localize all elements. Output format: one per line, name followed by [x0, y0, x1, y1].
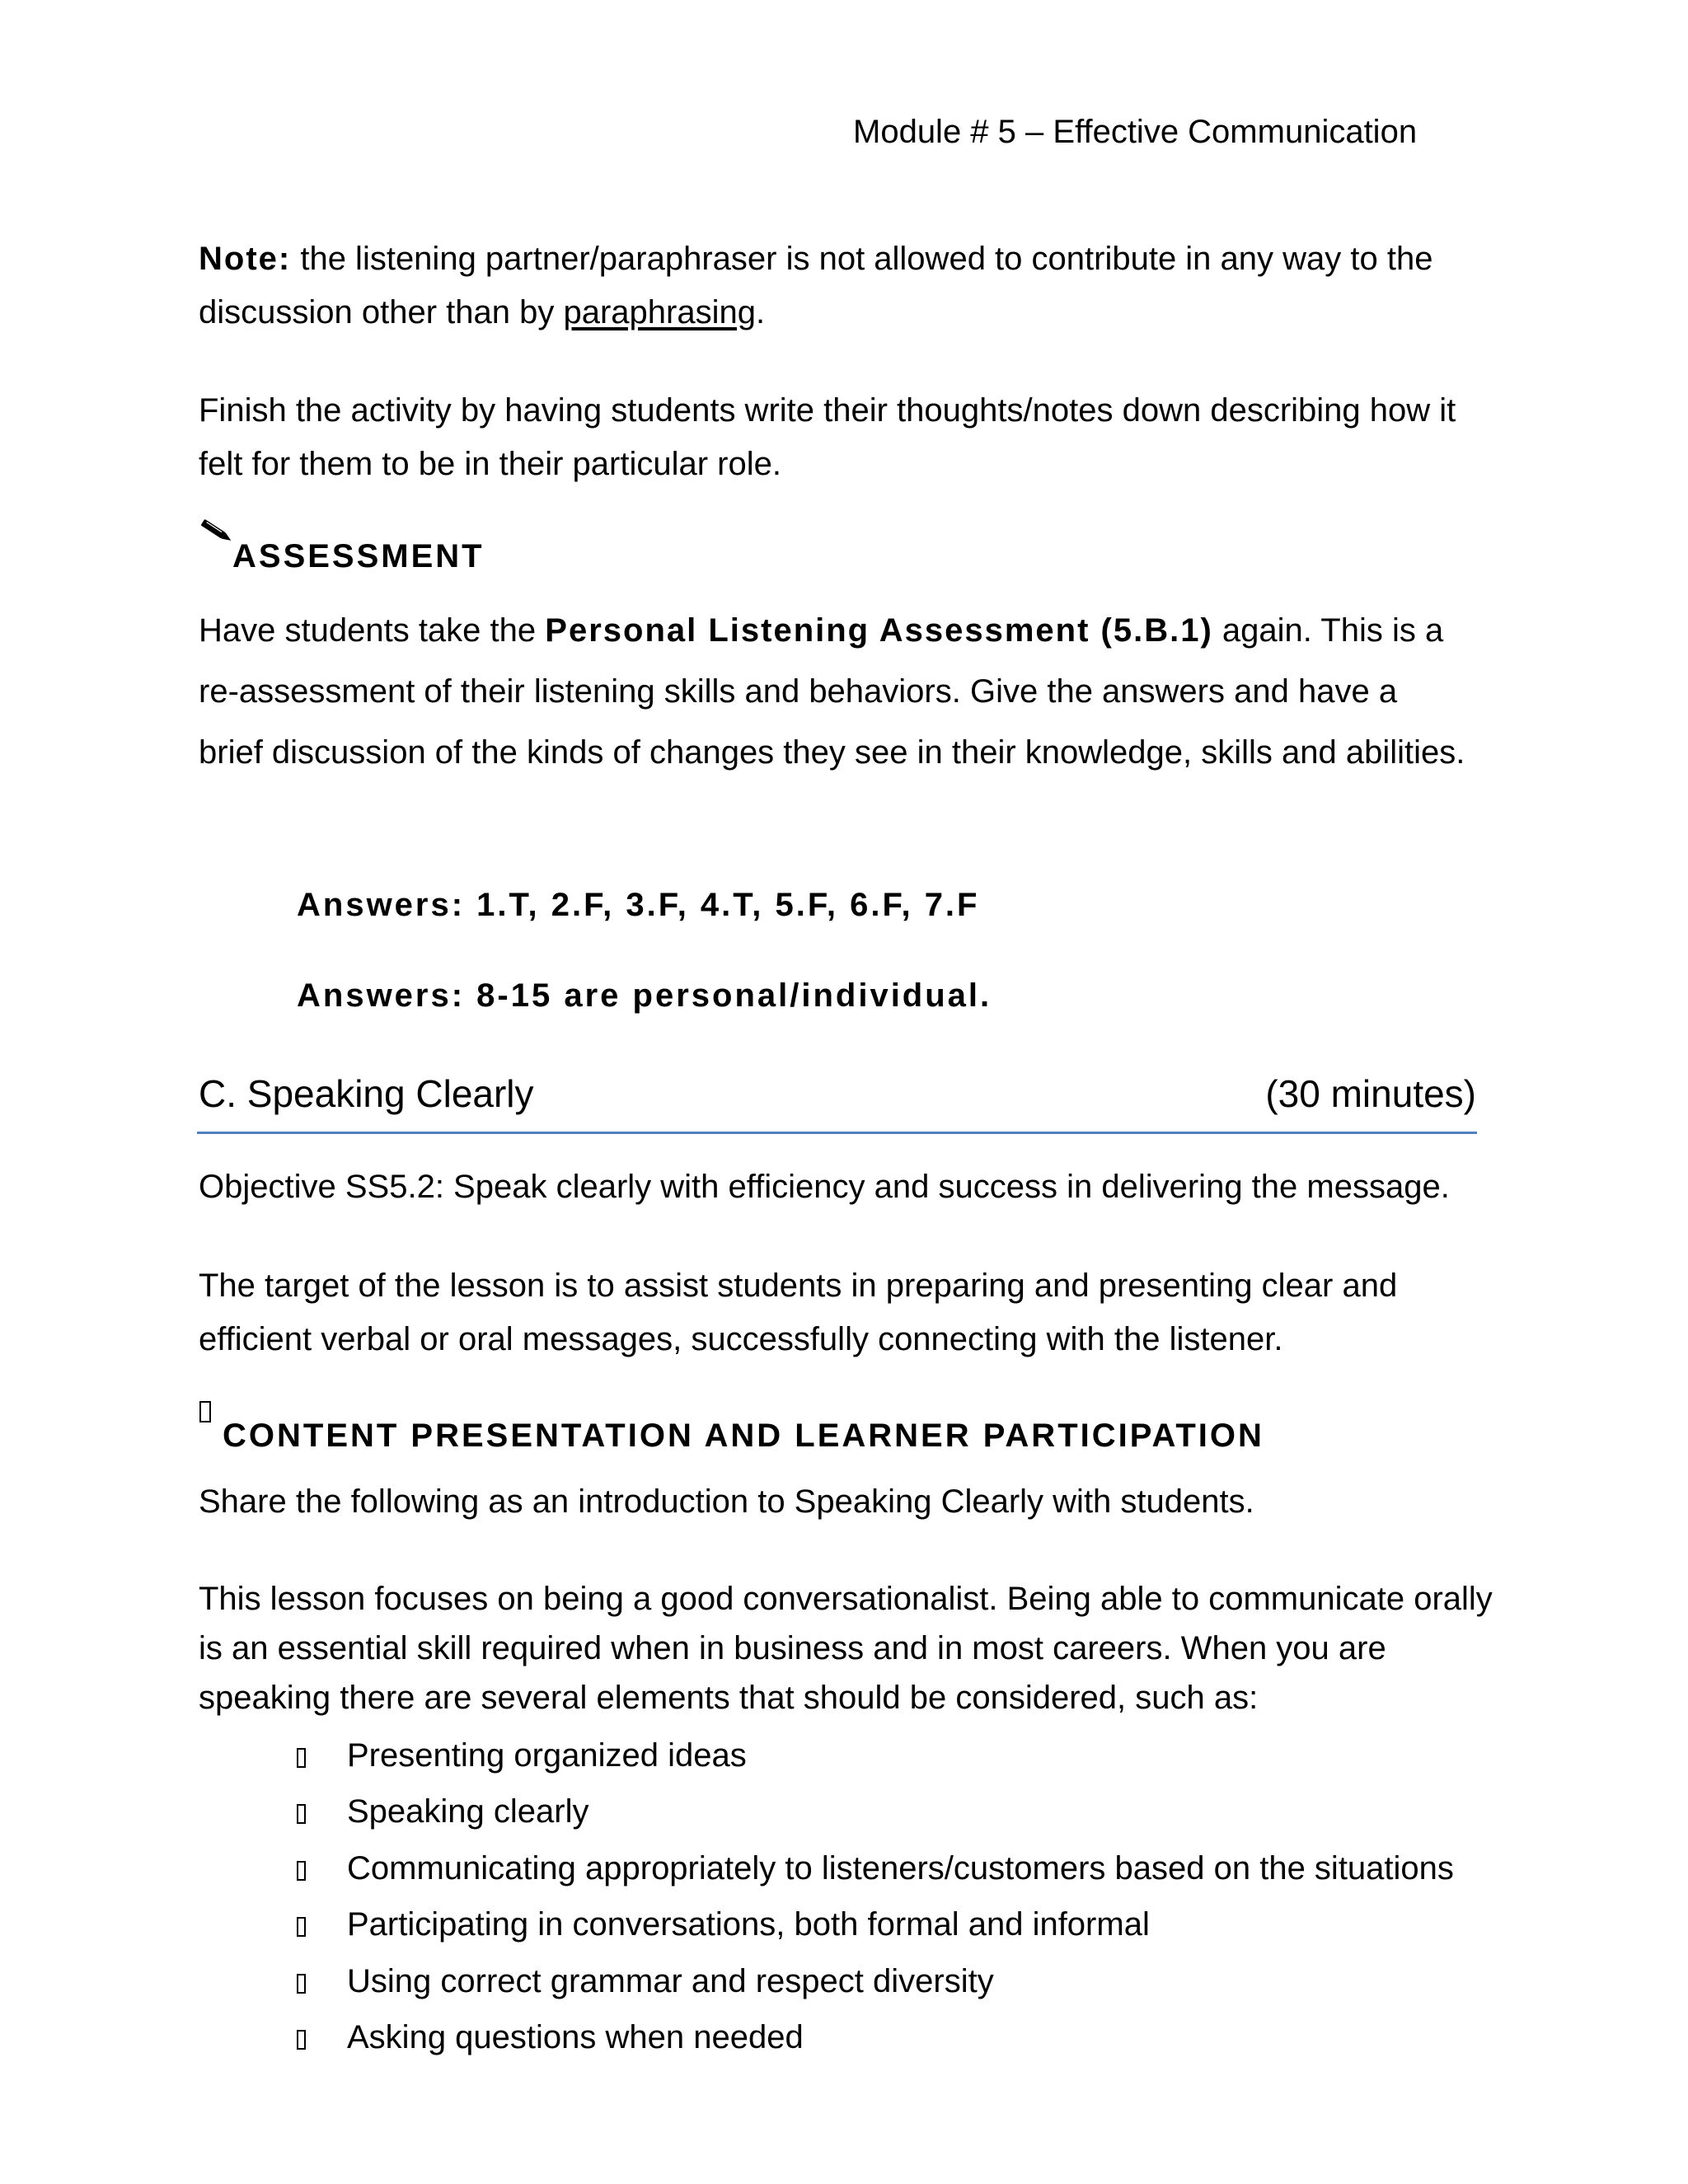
list-item-text: Communicating appropriately to listeners/customers based on the situations [347, 1849, 1454, 1886]
assessment-heading: ASSESSMENT [232, 538, 485, 574]
bullet-list [297, 1727, 1454, 2065]
objective-paragraph: Objective SS5.2: Speak clearly with efficiency and success in delivering the message. [199, 1169, 1450, 1205]
assessment-text-end: again. This is a re-assessment of their listening skills and behaviors. Give the answers and have a brief discussion of the kinds of changes they see in their knowledge, skills and abilities. [199, 612, 1465, 771]
section-duration: (30 minutes) [1265, 1072, 1476, 1115]
paraphrasing-link[interactable]: paraphrasing [563, 294, 756, 330]
assessment-title: Personal Listening Assessment (5.B.1) [545, 612, 1213, 649]
list-item [297, 1896, 1454, 1952]
answers-line-1: Answers: 1.T, 2.F, 3.F, 4.T, 5.F, 6.F, 7.F [297, 887, 980, 923]
list-item [297, 1783, 1454, 1840]
note-period: . [755, 294, 766, 330]
list-item [297, 1840, 1454, 1896]
intro-paragraph: Share the following as an introduction to Speaking Clearly with students. [199, 1483, 1254, 1520]
list-item [297, 1953, 1454, 2009]
list-item-text: Asking questions when needed [347, 2018, 804, 2055]
content-heading: CONTENT PRESENTATION AND LEARNER PARTICIPATION [223, 1418, 1264, 1454]
note-text: the listening partner/paraphraser is not allowed to contribute in any way to the discussion other than by [199, 241, 1433, 330]
list-item-text: Speaking clearly [347, 1793, 589, 1830]
list-item-text: Participating in conversations, both formal and informal [347, 1906, 1150, 1943]
answers-line-2: Answers: 8-15 are personal/individual. [297, 977, 992, 1014]
assessment-text-start: Have students take the [199, 612, 546, 649]
note-label: Note: [199, 241, 292, 277]
section-title [199, 1071, 1476, 1132]
lesson-paragraph: This lesson focuses on being a good conversationalist. Being able to communicate orally is an essential skill required when in business and in most careers. When you are speaking there are several elements that should be considered, such as: [199, 1581, 1493, 1716]
bullet-icon [297, 1917, 306, 1937]
assessment-paragraph [199, 600, 1468, 783]
bullet-icon [297, 1861, 306, 1881]
bullet-icon [297, 1974, 306, 1994]
list-item-text: Using correct grammar and respect diversity [347, 1962, 994, 1999]
bullet-icon [297, 1804, 306, 1824]
list-item-text: Presenting organized ideas [347, 1737, 747, 1774]
section-title-text: C. Speaking Clearly [199, 1072, 534, 1115]
list-item [297, 1727, 1454, 1783]
finish-paragraph: Finish the activity by having students write their thoughts/notes down describing how it felt for them to be in their particular role. [199, 392, 1456, 482]
section-divider [197, 1132, 1477, 1134]
note-paragraph [199, 232, 1484, 340]
bullet-icon [297, 1748, 306, 1768]
list-item [297, 2009, 1454, 2065]
page-header: Module # 5 – Effective Communication [853, 114, 1418, 150]
box-icon [199, 1401, 211, 1422]
target-paragraph: The target of the lesson is to assist students in preparing and presenting clear and efficient verbal or oral messages, successfully connecting with the listener. [199, 1268, 1398, 1357]
bullet-icon [297, 2030, 306, 2050]
